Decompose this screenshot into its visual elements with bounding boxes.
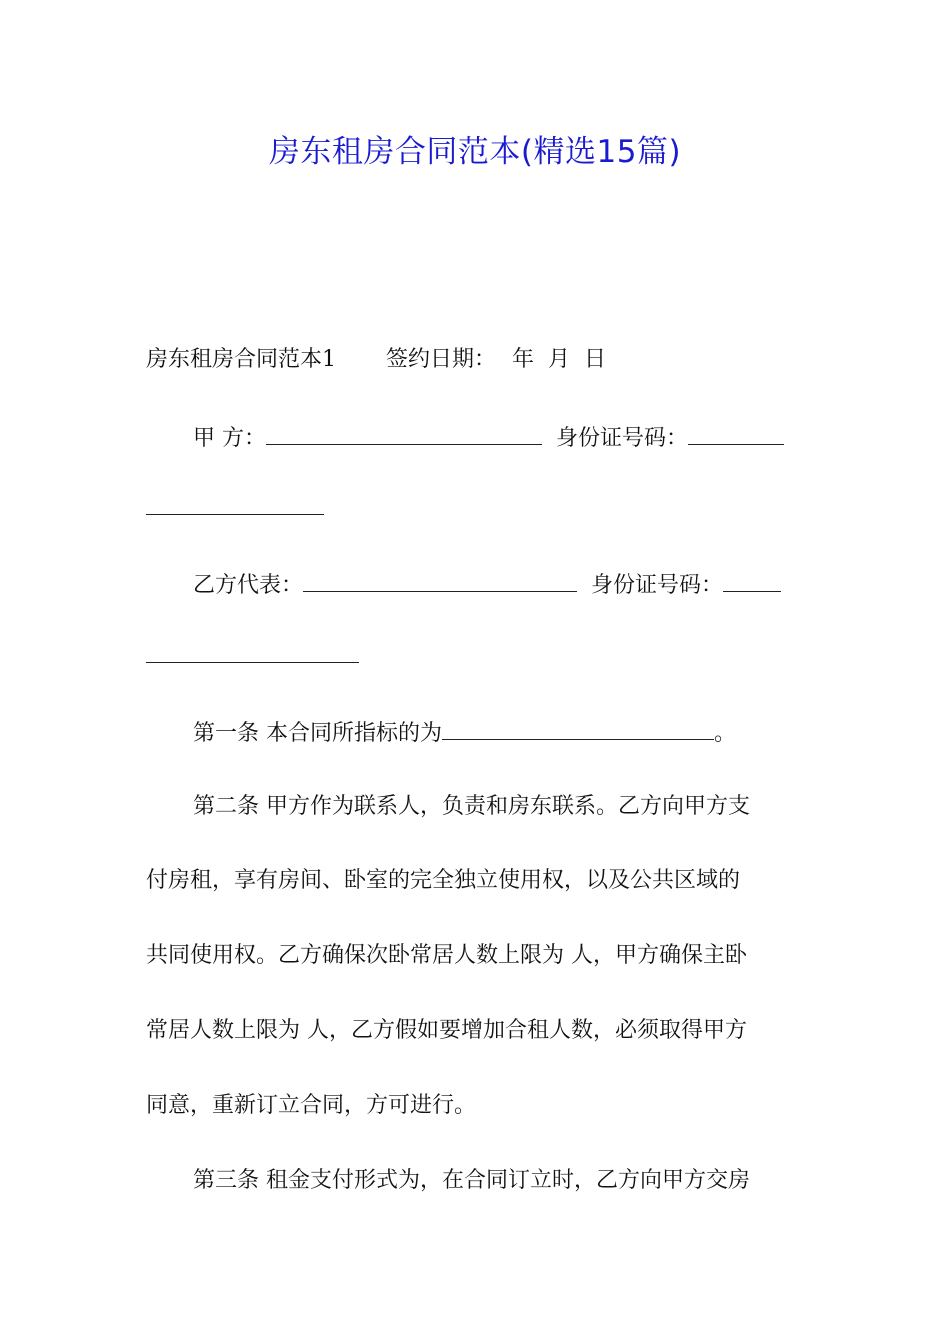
- party-a-line: [193, 422, 784, 454]
- article-2-line-1: 第二条 甲方作为联系人，负责和房东联系。乙方向甲方支: [193, 794, 750, 819]
- party-b-id-blank-continued[interactable]: [146, 640, 359, 663]
- date-day-label: 日: [584, 347, 607, 372]
- party-b-id-label: 身份证号码：: [591, 573, 724, 598]
- sign-date-label: 签约日期：: [386, 347, 497, 372]
- party-a-id-continuation: [146, 492, 324, 524]
- party-b-line: [193, 569, 781, 601]
- article-1: [193, 717, 736, 749]
- party-a-id-blank-continued[interactable]: [146, 492, 324, 515]
- party-a-label: 甲 方：: [193, 426, 266, 451]
- date-month-label: 月: [548, 347, 571, 372]
- article-2-line-2: 付房租，享有房间、卧室的完全独立使用权，以及公共区域的: [146, 868, 741, 893]
- document-title: 房东租房合同范本(精选15篇): [268, 134, 682, 170]
- party-a-name-blank[interactable]: [266, 422, 542, 445]
- party-b-id-continuation: [146, 640, 359, 672]
- party-b-name-blank[interactable]: [303, 569, 577, 592]
- article-1-end: 。: [714, 721, 737, 746]
- party-b-id-blank[interactable]: [723, 569, 781, 592]
- date-year-label: 年: [512, 347, 535, 372]
- article-2-line-3: 共同使用权。乙方确保次卧常居人数上限为 人，甲方确保主卧: [146, 943, 747, 968]
- party-a-id-label: 身份证号码：: [556, 426, 689, 451]
- article-2-line-4: 常居人数上限为 人，乙方假如要增加合租人数，必须取得甲方: [146, 1018, 747, 1043]
- article-1-text: 第一条 本合同所指标的为: [193, 721, 442, 746]
- article-1-subject-blank[interactable]: [442, 717, 714, 740]
- article-3-line-1: 第三条 租金支付形式为，在合同订立时，乙方向甲方交房: [193, 1168, 750, 1193]
- party-a-id-blank[interactable]: [688, 422, 784, 445]
- party-b-label: 乙方代表：: [193, 573, 304, 598]
- contract-number-label: 房东租房合同范本1: [146, 347, 336, 372]
- article-2-line-5: 同意，重新订立合同，方可进行。: [146, 1093, 477, 1118]
- contract-heading-line: [146, 345, 606, 375]
